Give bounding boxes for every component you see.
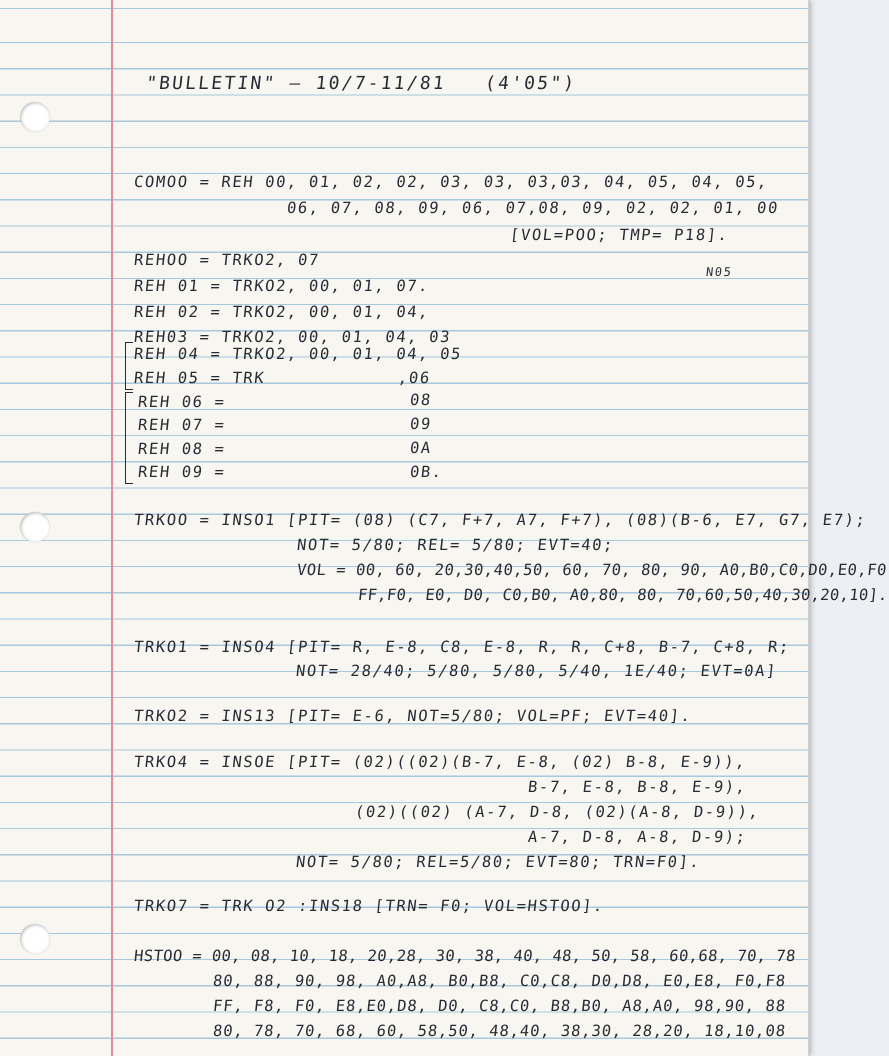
- hst00-line-4: 80, 78, 70, 68, 60, 58,50, 48,40, 38,30, 28,20, 18,10,08: [212, 1022, 787, 1040]
- hst00-line-2: 80, 88, 90, 98, A0,A8, B0,B8, C0,C8, D0,D8, E0,E8, F0,F8: [212, 972, 787, 990]
- page-title: "BULLETIN" — 10/7-11/81 (4'05"): [144, 73, 578, 94]
- trk00-line-1: TRKOO = INSO1 [PIT= (08) (C7, F+7, A7, F+7), (08)(B-6, E7, G7, E7);: [133, 511, 868, 529]
- com00-line-1: COMOO = REH 00, 01, 02, 02, 03, 03, 03,03, 04, 05, 04, 05,: [133, 173, 769, 191]
- reh-value: 0B.: [409, 463, 444, 481]
- hst00-line-3: FF, F8, F0, E8,E0,D8, D0, C8,C0, B8,B0, A8,A0, 98,90, 88: [212, 997, 787, 1015]
- reh-line: REH 04 = TRKO2, 00, 01, 04, 05: [133, 345, 463, 363]
- reh-line: REHOO = TRKO2, 07: [133, 251, 321, 269]
- trk00-line-4: FF,F0, E0, D0, C0,B0, A0,80, 80, 70,60,50,40,30,20,10].: [357, 586, 889, 604]
- margin-line: [111, 0, 113, 1056]
- reh-value: 08: [409, 391, 433, 409]
- reh-value: 09: [409, 415, 433, 433]
- trk04-line-3: (02)((02) (A-7, D-8, (02)(A-8, D-9)),: [354, 803, 761, 821]
- com00-line-3: [VOL=POO; TMP= P18].: [509, 226, 730, 244]
- reh-line: REH 06 =: [137, 393, 227, 411]
- reh-line: REH 08 =: [137, 440, 227, 458]
- reh-value: ,06: [397, 369, 432, 387]
- reh-bracket-1: [125, 342, 133, 390]
- reh-line: REH03 = TRKO2, 00, 01, 04, 03: [133, 328, 452, 346]
- reh-line: REH 05 = TRK: [133, 369, 267, 387]
- reh-value: 0A: [409, 439, 433, 457]
- trk07-line: TRKO7 = TRK O2 :INS18 [TRN= F0; VOL=HSTOO].: [133, 897, 606, 915]
- trk04-line-5: NOT= 5/80; REL=5/80; EVT=80; TRN=F0].: [295, 853, 702, 871]
- trk00-line-2: NOT= 5/80; REL= 5/80; EVT=40;: [296, 536, 615, 554]
- binder-hole-bottom: [20, 924, 50, 954]
- reh-line: REH 07 =: [137, 416, 227, 434]
- trk01-line-2: NOT= 28/40; 5/80, 5/80, 5/40, 1E/40; EVT=0A]: [295, 662, 778, 680]
- binder-hole-top: [20, 102, 50, 132]
- reh-line: REH 02 = TRKO2, 00, 01, 04,: [133, 303, 431, 321]
- hst00-line-1: HSTOO = 00, 08, 10, 18, 20,28, 30, 38, 40, 48, 50, 58, 60,68, 70, 78: [133, 947, 797, 965]
- trk02-line: TRKO2 = INS13 [PIT= E-6, NOT=5/80; VOL=PF; EVT=40].: [133, 707, 693, 725]
- reh-bracket-2: [125, 392, 133, 484]
- trk04-line-2: B-7, E-8, B-8, E-9),: [527, 778, 748, 796]
- com00-note: N05: [705, 265, 734, 279]
- reh-line: REH 09 =: [137, 463, 227, 481]
- com00-line-2: 06, 07, 08, 09, 06, 07,08, 09, 02, 02, 01, 00: [286, 199, 780, 217]
- binder-hole-middle: [20, 512, 50, 542]
- trk00-line-3: VOL = 00, 60, 20,30,40,50, 60, 70, 80, 90, A0,B0,C0,D0,E0,F0: [296, 561, 888, 579]
- trk01-line-1: TRKO1 = INSO4 [PIT= R, E-8, C8, E-8, R, R, C+8, B-7, C+8, R;: [133, 638, 791, 656]
- trk04-line-4: A-7, D-8, A-8, D-9);: [527, 828, 748, 846]
- reh-line: REH 01 = TRKO2, 00, 01, 07.: [133, 277, 431, 295]
- trk04-line-1: TRKO4 = INSOE [PIT= (02)((02)(B-7, E-8, (02) B-8, E-9)),: [133, 753, 748, 771]
